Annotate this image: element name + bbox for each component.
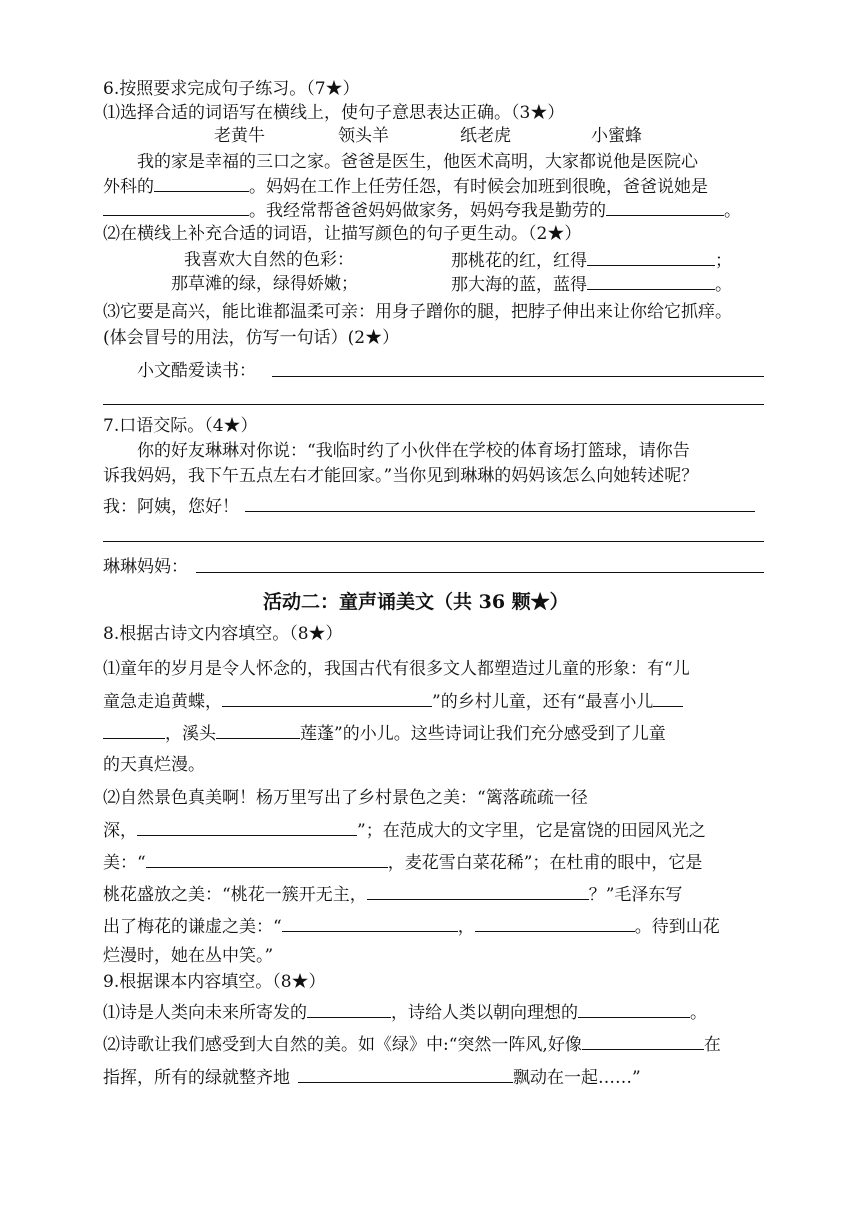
q7-heading: 7.口语交际。（4★） (103, 416, 258, 436)
q8-part1-line3 (103, 722, 666, 745)
q8-part1-line2 (103, 690, 683, 713)
q6-part1-text: 。妈妈在工作上任劳任怨，有时候会加班到很晚，爸爸说她是 (249, 177, 708, 197)
q8-part2-line4 (103, 883, 682, 906)
q7-text-line2: 诉我妈妈，我下午五点左右才能回家。”当你见到琳琳的妈妈该怎么向她转述呢？ (103, 466, 699, 486)
q7-text-line1: 你的好友琳琳对你说：“我临时约了小伙伴在学校的体育场打篮球，请你告 (137, 441, 690, 461)
q6-part2-text: 那桃花的红，红得 (451, 251, 587, 271)
q9-text: 指挥，所有的绿就整齐地 (103, 1068, 290, 1088)
q8-text: 。待到山花 (634, 917, 720, 937)
q8-text: ”的乡村儿童，还有“最喜小儿 (432, 692, 654, 712)
q8-text: ，麦花雪白菜花稀”；在杜甫的眼中，它是 (387, 853, 703, 873)
answer-blank[interactable] (222, 690, 432, 707)
q8-part2-line6: 烂漫时，她在丛中笑。” (103, 946, 274, 966)
q8-text: ？”毛泽东写 (588, 885, 683, 905)
q6-part3-prompt: 小文酷爱读书： (137, 361, 256, 381)
word-option-1: 老黄牛 (214, 126, 265, 146)
q9-text: ⑴诗是人类向未来所寄发的 (103, 1003, 307, 1023)
q6-part2-text: ； (715, 251, 732, 271)
q8-part2-line5 (103, 915, 720, 938)
q6-part2-left-1: 我喜欢大自然的色彩： (184, 250, 354, 270)
q6-part1-text: 外科的 (103, 177, 154, 197)
answer-blank[interactable] (103, 199, 249, 216)
q8-text: 美：“ (103, 853, 146, 873)
activity2-title: 活动二：童声诵美文（共 36 颗★） (263, 591, 569, 613)
q9-heading: 9.根据课本内容填空。（8★） (103, 972, 326, 992)
q9-part2 (103, 1033, 721, 1056)
q8-text: 出了梅花的谦虚之美：“ (103, 917, 282, 937)
q8-text: ”；在范成大的文字里，它是富饶的田园风光之 (357, 821, 706, 841)
q9-text: ，诗给人类以朝向理想的 (391, 1003, 578, 1023)
q6-part1-text-line2 (103, 175, 708, 198)
q8-text: ， (457, 917, 475, 937)
q6-part2-right-1 (451, 249, 732, 272)
answer-line[interactable] (103, 404, 764, 405)
answer-blank[interactable] (307, 1001, 391, 1018)
answer-blank[interactable] (103, 722, 165, 739)
q9-text: 在 (703, 1035, 721, 1055)
q6-part1-text-line3 (103, 199, 741, 222)
answer-blank[interactable] (578, 1001, 690, 1018)
q8-text: 童急走追黄蝶， (103, 692, 222, 712)
q6-part3-sentence: ⑶它要是高兴，能比谁都温柔可亲：用身子蹭你的腿，把脖子伸出来让你给它抓痒。 (103, 302, 732, 322)
q6-part1-text: 。我经常帮爸爸妈妈做家务，妈妈夸我是勤劳的 (249, 201, 606, 221)
q6-part2-text: 。 (715, 275, 732, 295)
answer-blank[interactable] (653, 690, 683, 707)
q9-text: ⑵诗歌让我们感受到大自然的美。如《绿》中:“突然一阵风,好像 (103, 1035, 582, 1055)
answer-blank[interactable] (587, 249, 715, 266)
q9-part1 (103, 1001, 707, 1024)
answer-blank[interactable] (606, 199, 724, 216)
q6-part1-text: 。 (724, 201, 741, 221)
q6-part3-instruction: (体会冒号的用法，仿写一句话）(2★） (103, 328, 400, 348)
answer-blank[interactable] (146, 851, 388, 868)
q8-text: ，溪头 (165, 724, 216, 744)
q8-text: 莲蓬”的小儿。这些诗词让我们充分感受到了儿童 (300, 724, 666, 744)
answer-line[interactable] (272, 376, 764, 377)
q9-part3 (103, 1066, 641, 1089)
answer-blank[interactable] (587, 273, 715, 290)
answer-line[interactable] (245, 511, 755, 512)
q9-text: 。 (690, 1003, 707, 1023)
word-option-4: 小蜜蜂 (591, 126, 642, 146)
answer-blank[interactable] (137, 819, 357, 836)
q6-heading: 6.按照要求完成句子练习。（7★） (103, 79, 360, 99)
q7-mom-prompt: 琳琳妈妈： (103, 557, 188, 577)
answer-blank[interactable] (475, 915, 635, 932)
answer-blank[interactable] (282, 915, 458, 932)
answer-blank[interactable] (582, 1033, 704, 1050)
word-option-2: 领头羊 (338, 126, 389, 146)
q8-text: 桃花盛放之美：“桃花一簇开无主， (103, 885, 367, 905)
q8-part2-line1: ⑵自然景色真美啊！杨万里写出了乡村景色之美：“篱落疏疏一径 (103, 788, 588, 808)
q8-heading: 8.根据古诗文内容填空。（8★） (103, 624, 343, 644)
q7-me-prompt: 我：阿姨，您好！ (103, 497, 239, 517)
q6-part1-text-line1: 我的家是幸福的三口之家。爸爸是医生，他医术高明，大家都说他是医院心 (137, 152, 698, 172)
answer-blank[interactable] (154, 175, 249, 192)
word-option-3: 纸老虎 (460, 126, 511, 146)
q6-part2-right-2 (451, 273, 732, 296)
q8-text: 深， (103, 821, 137, 841)
q8-part1-line4: 的天真烂漫。 (103, 755, 205, 775)
answer-blank[interactable] (367, 883, 589, 900)
answer-line[interactable] (196, 572, 764, 573)
q8-part2-line3 (103, 851, 702, 874)
answer-blank[interactable] (298, 1066, 513, 1083)
q8-part1-line1: ⑴童年的岁月是令人怀念的，我国古代有很多文人都塑造过儿童的形象：有“儿 (103, 659, 690, 679)
q6-part2-text: 那大海的蓝，蓝得 (451, 275, 587, 295)
q8-part2-line2 (103, 819, 706, 842)
q9-text: 飘动在一起……” (513, 1068, 641, 1088)
answer-blank[interactable] (216, 722, 300, 739)
answer-line[interactable] (103, 541, 764, 542)
q6-part2-instruction: ⑵在横线上补充合适的词语，让描写颜色的句子更生动。（2★） (103, 224, 582, 244)
q6-part2-left-2: 那草滩的绿，绿得娇嫩； (171, 274, 358, 294)
q6-part1-instruction: ⑴选择合适的词语写在横线上，使句子意思表达正确。（3★） (103, 103, 565, 123)
